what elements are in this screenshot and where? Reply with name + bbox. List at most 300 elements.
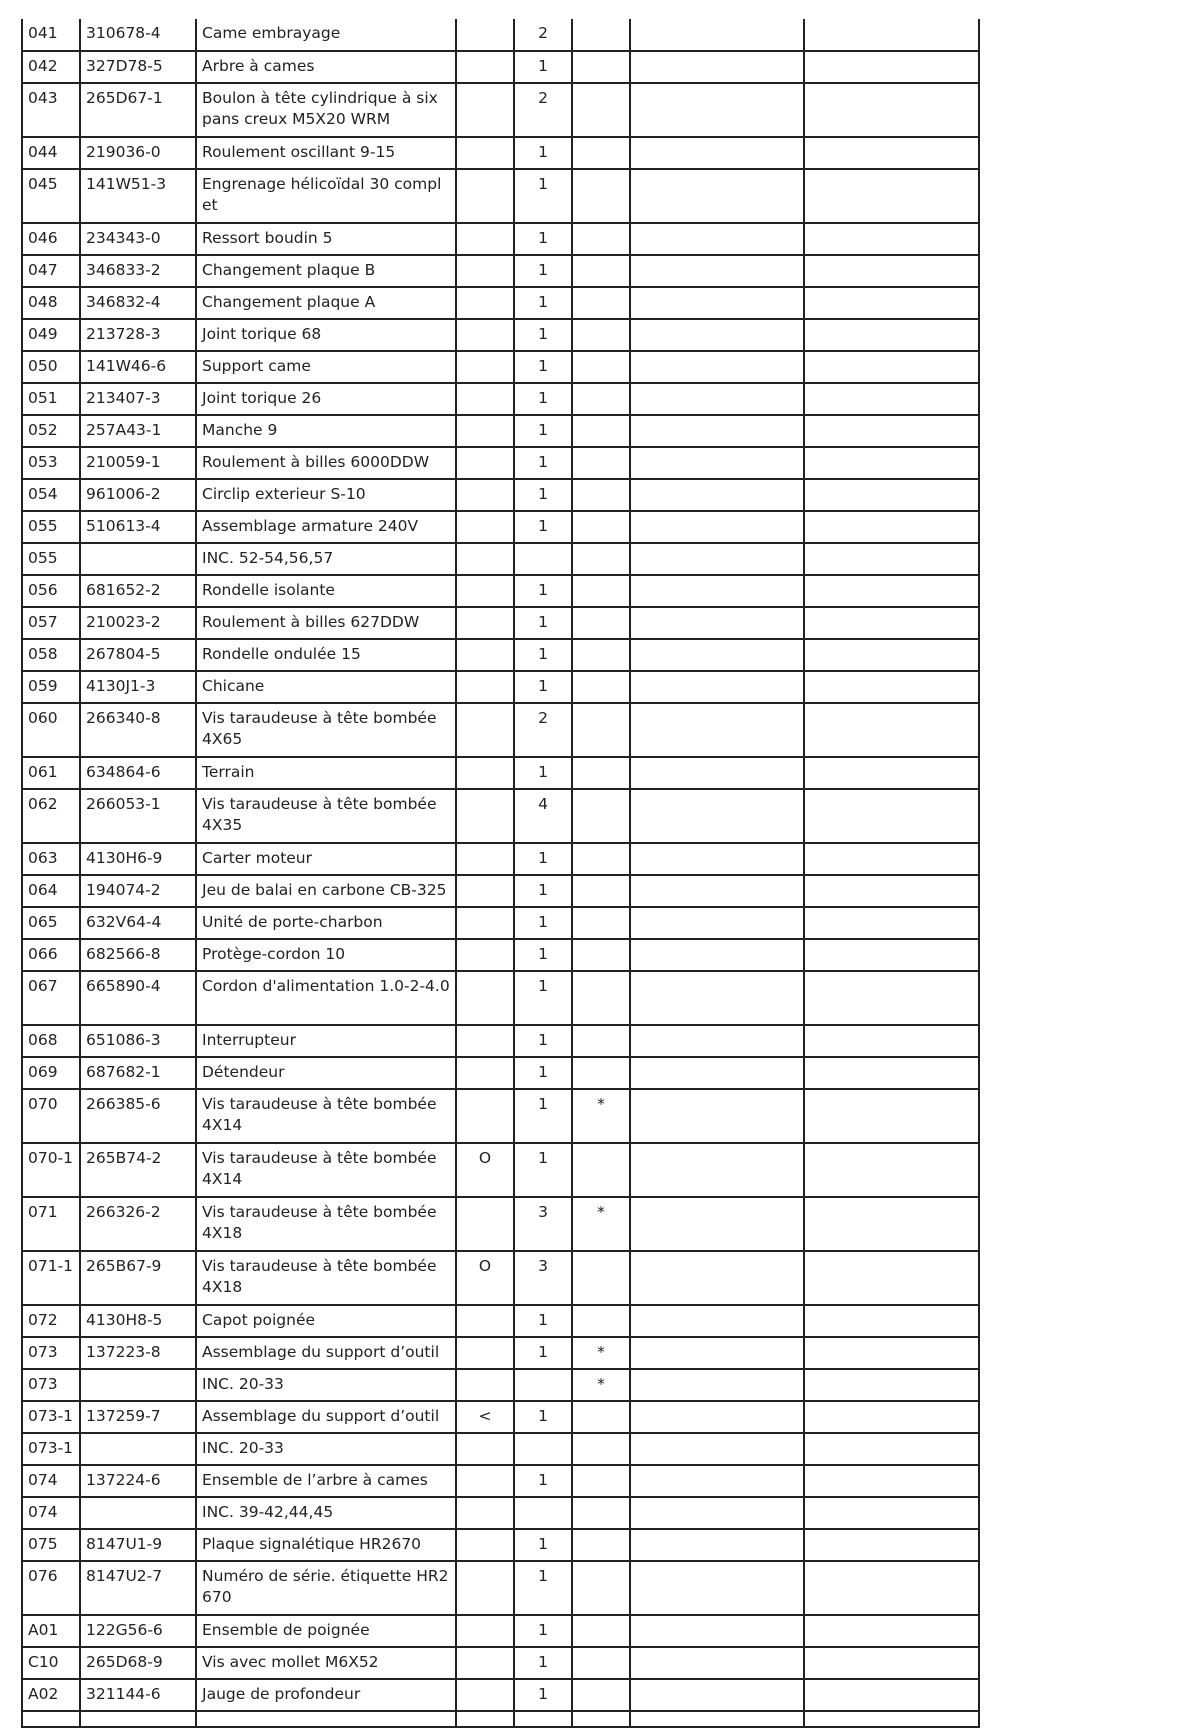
- blank-cell: [630, 1369, 804, 1401]
- table-row: [22, 543, 979, 575]
- item-number-cell: 053: [22, 447, 80, 479]
- note-cell: [456, 447, 514, 479]
- part-number-cell: 961006-2: [80, 479, 196, 511]
- blank-cell: [630, 511, 804, 543]
- part-number-cell: 141W46-6: [80, 351, 196, 383]
- mark-cell: [572, 1647, 630, 1679]
- blank-cell: [804, 1025, 979, 1057]
- blank-cell: [630, 137, 804, 169]
- note-cell: [456, 51, 514, 83]
- table-row: [22, 757, 979, 789]
- blank-cell: [804, 703, 979, 757]
- blank-cell: [804, 1305, 979, 1337]
- description-cell: Plaque signalétique HR2670: [196, 1529, 456, 1561]
- part-number-cell: 266385-6: [80, 1089, 196, 1143]
- item-number-cell: 064: [22, 875, 80, 907]
- mark-cell: [572, 223, 630, 255]
- quantity-cell: 1: [514, 255, 572, 287]
- blank-cell: [804, 319, 979, 351]
- quantity-cell: [514, 543, 572, 575]
- note-cell: [456, 1197, 514, 1251]
- item-number-cell: A02: [22, 1679, 80, 1711]
- blank-cell: [630, 51, 804, 83]
- quantity-cell: 1: [514, 671, 572, 703]
- item-number-cell: 073-1: [22, 1401, 80, 1433]
- item-number-cell: 045: [22, 169, 80, 223]
- blank-cell: [804, 1197, 979, 1251]
- description-cell: INC. 52-54,56,57: [196, 543, 456, 575]
- description-cell: Jeu de balai en carbone CB-325: [196, 875, 456, 907]
- blank-cell: [804, 971, 979, 1025]
- table-row: [22, 1561, 979, 1615]
- note-cell: [456, 757, 514, 789]
- note-cell: [456, 1433, 514, 1465]
- description-cell: Changement plaque B: [196, 255, 456, 287]
- item-number-cell: 066: [22, 939, 80, 971]
- note-cell: [456, 479, 514, 511]
- quantity-cell: 1: [514, 757, 572, 789]
- part-number-cell: 510613-4: [80, 511, 196, 543]
- item-number-cell: 054: [22, 479, 80, 511]
- mark-cell: [572, 843, 630, 875]
- description-cell: Numéro de série. étiquette HR2670: [196, 1561, 456, 1615]
- blank-cell: [804, 1647, 979, 1679]
- description-cell: Carter moteur: [196, 843, 456, 875]
- mark-cell: [572, 83, 630, 137]
- note-cell: [456, 255, 514, 287]
- blank-cell: [804, 1337, 979, 1369]
- quantity-cell: 1: [514, 875, 572, 907]
- description-cell: Unité de porte-charbon: [196, 907, 456, 939]
- table-row: [22, 1529, 979, 1561]
- blank-cell: [630, 543, 804, 575]
- note-cell: [456, 843, 514, 875]
- mark-cell: [572, 1615, 630, 1647]
- table-row: [22, 639, 979, 671]
- part-number-cell: 266053-1: [80, 789, 196, 843]
- blank-cell: [804, 543, 979, 575]
- blank-cell: [804, 1143, 979, 1197]
- quantity-cell: 1: [514, 843, 572, 875]
- blank-cell: [630, 479, 804, 511]
- part-number-cell: 687682-1: [80, 1057, 196, 1089]
- item-number-cell: 065: [22, 907, 80, 939]
- note-cell: [456, 543, 514, 575]
- table-row: [22, 843, 979, 875]
- item-number-cell: 063: [22, 843, 80, 875]
- part-number-cell: 634864-6: [80, 757, 196, 789]
- blank-cell: [630, 1615, 804, 1647]
- item-number-cell: 059: [22, 671, 80, 703]
- part-number-cell: 8147U2-7: [80, 1561, 196, 1615]
- description-cell: Ressort boudin 5: [196, 223, 456, 255]
- mark-cell: *: [572, 1089, 630, 1143]
- quantity-cell: 1: [514, 1337, 572, 1369]
- quantity-cell: 1: [514, 1561, 572, 1615]
- quantity-cell: 1: [514, 607, 572, 639]
- note-cell: [456, 351, 514, 383]
- description-cell: Terrain: [196, 757, 456, 789]
- blank-cell: [804, 939, 979, 971]
- quantity-cell: 1: [514, 1679, 572, 1711]
- quantity-cell: 1: [514, 1615, 572, 1647]
- part-number-cell: [80, 1433, 196, 1465]
- table-row: [22, 511, 979, 543]
- description-cell: Support came: [196, 351, 456, 383]
- item-number-cell: 072: [22, 1305, 80, 1337]
- blank-cell: [630, 1197, 804, 1251]
- mark-cell: [572, 789, 630, 843]
- blank-cell: [630, 971, 804, 1025]
- description-cell: Ensemble de poignée: [196, 1615, 456, 1647]
- table-row: [22, 939, 979, 971]
- quantity-cell: 1: [514, 1529, 572, 1561]
- description-cell: Vis taraudeuse à tête bombée 4X14: [196, 1143, 456, 1197]
- mark-cell: [572, 1433, 630, 1465]
- quantity-cell: [514, 1497, 572, 1529]
- table-row: [22, 703, 979, 757]
- mark-cell: [572, 971, 630, 1025]
- blank-cell: [804, 843, 979, 875]
- description-cell: Vis taraudeuse à tête bombée 4X14: [196, 1089, 456, 1143]
- description-cell: Assemblage du support d’outil: [196, 1337, 456, 1369]
- description-cell: Roulement à billes 6000DDW: [196, 447, 456, 479]
- blank-cell: [630, 789, 804, 843]
- blank-cell: [804, 575, 979, 607]
- blank-cell: [804, 875, 979, 907]
- quantity-cell: 1: [514, 169, 572, 223]
- note-cell: [456, 1561, 514, 1615]
- note-cell: [456, 1057, 514, 1089]
- description-cell: Cordon d'alimentation 1.0-2-4.0: [196, 971, 456, 1025]
- item-number-cell: 073: [22, 1369, 80, 1401]
- note-cell: O: [456, 1143, 514, 1197]
- item-number-cell: 055: [22, 511, 80, 543]
- quantity-cell: 2: [514, 83, 572, 137]
- part-number-cell: 665890-4: [80, 971, 196, 1025]
- mark-cell: [572, 1025, 630, 1057]
- mark-cell: [572, 319, 630, 351]
- note-cell: [456, 223, 514, 255]
- item-number-cell: A01: [22, 1615, 80, 1647]
- note-cell: [456, 1615, 514, 1647]
- blank-cell: [630, 351, 804, 383]
- part-number-cell: [80, 1497, 196, 1529]
- quantity-cell: 1: [514, 447, 572, 479]
- blank-cell: [804, 255, 979, 287]
- part-number-cell: 267804-5: [80, 639, 196, 671]
- item-number-cell: 068: [22, 1025, 80, 1057]
- blank-cell: [630, 575, 804, 607]
- mark-cell: [572, 447, 630, 479]
- mark-cell: [572, 351, 630, 383]
- table-row: [22, 1615, 979, 1647]
- note-cell: [456, 1679, 514, 1711]
- part-number-cell: 327D78-5: [80, 51, 196, 83]
- part-number-cell: 632V64-4: [80, 907, 196, 939]
- table-row: [22, 1197, 979, 1251]
- mark-cell: [572, 543, 630, 575]
- description-cell: Protège-cordon 10: [196, 939, 456, 971]
- table-row: [22, 575, 979, 607]
- description-cell: Vis taraudeuse à tête bombée 4X35: [196, 789, 456, 843]
- blank-cell: [804, 383, 979, 415]
- blank-cell: [630, 1337, 804, 1369]
- blank-cell: [804, 511, 979, 543]
- blank-cell: [804, 223, 979, 255]
- mark-cell: [572, 907, 630, 939]
- blank-cell: [630, 1561, 804, 1615]
- blank-cell: [804, 607, 979, 639]
- quantity-cell: 1: [514, 971, 572, 1025]
- item-number-cell: 075: [22, 1529, 80, 1561]
- blank-cell: [630, 607, 804, 639]
- mark-cell: [572, 1529, 630, 1561]
- part-number-cell: 8147U1-9: [80, 1529, 196, 1561]
- mark-cell: [572, 255, 630, 287]
- table-row: [22, 137, 979, 169]
- blank-cell: [630, 1025, 804, 1057]
- blank-cell: [804, 287, 979, 319]
- note-cell: [456, 383, 514, 415]
- description-cell: INC. 39-42,44,45: [196, 1497, 456, 1529]
- table-row-continued: [22, 1711, 979, 1727]
- note-cell: [456, 83, 514, 137]
- blank-cell: [804, 83, 979, 137]
- table-row: [22, 971, 979, 1025]
- mark-cell: [572, 875, 630, 907]
- quantity-cell: 1: [514, 383, 572, 415]
- blank-cell: [804, 447, 979, 479]
- description-cell: Arbre à cames: [196, 51, 456, 83]
- quantity-cell: 1: [514, 415, 572, 447]
- item-number-cell: 049: [22, 319, 80, 351]
- item-number-cell: 047: [22, 255, 80, 287]
- note-cell: [456, 939, 514, 971]
- item-number-cell: 070-1: [22, 1143, 80, 1197]
- blank-cell: [630, 383, 804, 415]
- blank-cell: [804, 351, 979, 383]
- mark-cell: [572, 415, 630, 447]
- part-number-cell: 346833-2: [80, 255, 196, 287]
- blank-cell: [804, 51, 979, 83]
- mark-cell: *: [572, 1197, 630, 1251]
- blank-cell: [804, 1711, 979, 1727]
- quantity-cell: 2: [514, 19, 572, 51]
- description-cell: Interrupteur: [196, 1025, 456, 1057]
- item-number-cell: 041: [22, 19, 80, 51]
- part-number-cell: 265B67-9: [80, 1251, 196, 1305]
- blank-cell: [630, 1401, 804, 1433]
- mark-cell: [572, 19, 630, 51]
- note-cell: [456, 1025, 514, 1057]
- table-row: [22, 1143, 979, 1197]
- mark-cell: [572, 639, 630, 671]
- table-row: [22, 1089, 979, 1143]
- item-number-cell: 051: [22, 383, 80, 415]
- blank-cell: [804, 1497, 979, 1529]
- note-cell: [456, 319, 514, 351]
- blank-cell: [804, 1401, 979, 1433]
- quantity-cell: 2: [514, 703, 572, 757]
- mark-cell: [572, 1561, 630, 1615]
- blank-cell: [630, 19, 804, 51]
- blank-cell: [572, 1711, 630, 1727]
- item-number-cell: 069: [22, 1057, 80, 1089]
- part-number-cell: 4130H6-9: [80, 843, 196, 875]
- note-cell: [456, 137, 514, 169]
- quantity-cell: 4: [514, 789, 572, 843]
- quantity-cell: 3: [514, 1251, 572, 1305]
- quantity-cell: 1: [514, 1089, 572, 1143]
- mark-cell: [572, 1465, 630, 1497]
- table-row: [22, 1679, 979, 1711]
- blank-cell: [804, 671, 979, 703]
- table-row: [22, 169, 979, 223]
- mark-cell: *: [572, 1337, 630, 1369]
- quantity-cell: 1: [514, 1305, 572, 1337]
- blank-cell: [196, 1711, 456, 1727]
- description-cell: Ensemble de l’arbre à cames: [196, 1465, 456, 1497]
- table-row: [22, 1433, 979, 1465]
- blank-cell: [630, 757, 804, 789]
- note-cell: [456, 671, 514, 703]
- table-row: [22, 319, 979, 351]
- quantity-cell: 1: [514, 907, 572, 939]
- quantity-cell: 1: [514, 479, 572, 511]
- blank-cell: [630, 1143, 804, 1197]
- description-cell: Rondelle isolante: [196, 575, 456, 607]
- blank-cell: [804, 1529, 979, 1561]
- mark-cell: [572, 51, 630, 83]
- note-cell: [456, 1369, 514, 1401]
- blank-cell: [630, 1647, 804, 1679]
- blank-cell: [630, 169, 804, 223]
- quantity-cell: [514, 1369, 572, 1401]
- mark-cell: [572, 137, 630, 169]
- table-row: [22, 255, 979, 287]
- note-cell: [456, 19, 514, 51]
- description-cell: INC. 20-33: [196, 1433, 456, 1465]
- note-cell: [456, 789, 514, 843]
- description-cell: Changement plaque A: [196, 287, 456, 319]
- mark-cell: [572, 169, 630, 223]
- part-number-cell: 321144-6: [80, 1679, 196, 1711]
- table-row: [22, 447, 979, 479]
- parts-list-sheet: [21, 19, 978, 1703]
- table-row: [22, 1025, 979, 1057]
- note-cell: [456, 1337, 514, 1369]
- part-number-cell: 137259-7: [80, 1401, 196, 1433]
- table-row: [22, 1337, 979, 1369]
- description-cell: Assemblage armature 240V: [196, 511, 456, 543]
- part-number-cell: 266326-2: [80, 1197, 196, 1251]
- table-row: [22, 383, 979, 415]
- item-number-cell: 074: [22, 1465, 80, 1497]
- description-cell: Vis taraudeuse à tête bombée 4X65: [196, 703, 456, 757]
- table-row: [22, 1369, 979, 1401]
- blank-cell: [630, 1089, 804, 1143]
- blank-cell: [630, 255, 804, 287]
- blank-cell: [630, 639, 804, 671]
- blank-cell: [456, 1711, 514, 1727]
- blank-cell: [804, 169, 979, 223]
- blank-cell: [804, 1369, 979, 1401]
- blank-cell: [804, 907, 979, 939]
- note-cell: [456, 1497, 514, 1529]
- blank-cell: [804, 789, 979, 843]
- blank-cell: [630, 415, 804, 447]
- note-cell: [456, 907, 514, 939]
- item-number-cell: 071-1: [22, 1251, 80, 1305]
- item-number-cell: 062: [22, 789, 80, 843]
- note-cell: [456, 1647, 514, 1679]
- mark-cell: [572, 511, 630, 543]
- blank-cell: [630, 1529, 804, 1561]
- part-number-cell: [80, 543, 196, 575]
- part-number-cell: 194074-2: [80, 875, 196, 907]
- blank-cell: [630, 1711, 804, 1727]
- note-cell: [456, 639, 514, 671]
- blank-cell: [514, 1711, 572, 1727]
- blank-cell: [630, 875, 804, 907]
- description-cell: Chicane: [196, 671, 456, 703]
- item-number-cell: 055: [22, 543, 80, 575]
- blank-cell: [630, 223, 804, 255]
- blank-cell: [630, 1433, 804, 1465]
- mark-cell: [572, 607, 630, 639]
- item-number-cell: 067: [22, 971, 80, 1025]
- note-cell: [456, 1529, 514, 1561]
- note-cell: [456, 169, 514, 223]
- item-number-cell: 052: [22, 415, 80, 447]
- note-cell: [456, 971, 514, 1025]
- description-cell: Assemblage du support d’outil: [196, 1401, 456, 1433]
- table-row: [22, 19, 979, 51]
- description-cell: Joint torique 26: [196, 383, 456, 415]
- part-number-cell: 310678-4: [80, 19, 196, 51]
- item-number-cell: 043: [22, 83, 80, 137]
- mark-cell: [572, 703, 630, 757]
- description-cell: Détendeur: [196, 1057, 456, 1089]
- blank-cell: [630, 1305, 804, 1337]
- note-cell: [456, 511, 514, 543]
- part-number-cell: 210059-1: [80, 447, 196, 479]
- blank-cell: [804, 1433, 979, 1465]
- table-row: [22, 83, 979, 137]
- table-row: [22, 351, 979, 383]
- item-number-cell: C10: [22, 1647, 80, 1679]
- blank-cell: [804, 415, 979, 447]
- quantity-cell: 1: [514, 1057, 572, 1089]
- quantity-cell: 1: [514, 319, 572, 351]
- quantity-cell: 1: [514, 51, 572, 83]
- blank-cell: [804, 1089, 979, 1143]
- blank-cell: [630, 1251, 804, 1305]
- blank-cell: [804, 1465, 979, 1497]
- quantity-cell: [514, 1433, 572, 1465]
- blank-cell: [630, 447, 804, 479]
- part-number-cell: 137223-8: [80, 1337, 196, 1369]
- part-number-cell: 265B74-2: [80, 1143, 196, 1197]
- quantity-cell: 1: [514, 1401, 572, 1433]
- item-number-cell: 046: [22, 223, 80, 255]
- mark-cell: [572, 383, 630, 415]
- part-number-cell: 137224-6: [80, 1465, 196, 1497]
- quantity-cell: 1: [514, 639, 572, 671]
- quantity-cell: 1: [514, 1143, 572, 1197]
- description-cell: Vis avec mollet M6X52: [196, 1647, 456, 1679]
